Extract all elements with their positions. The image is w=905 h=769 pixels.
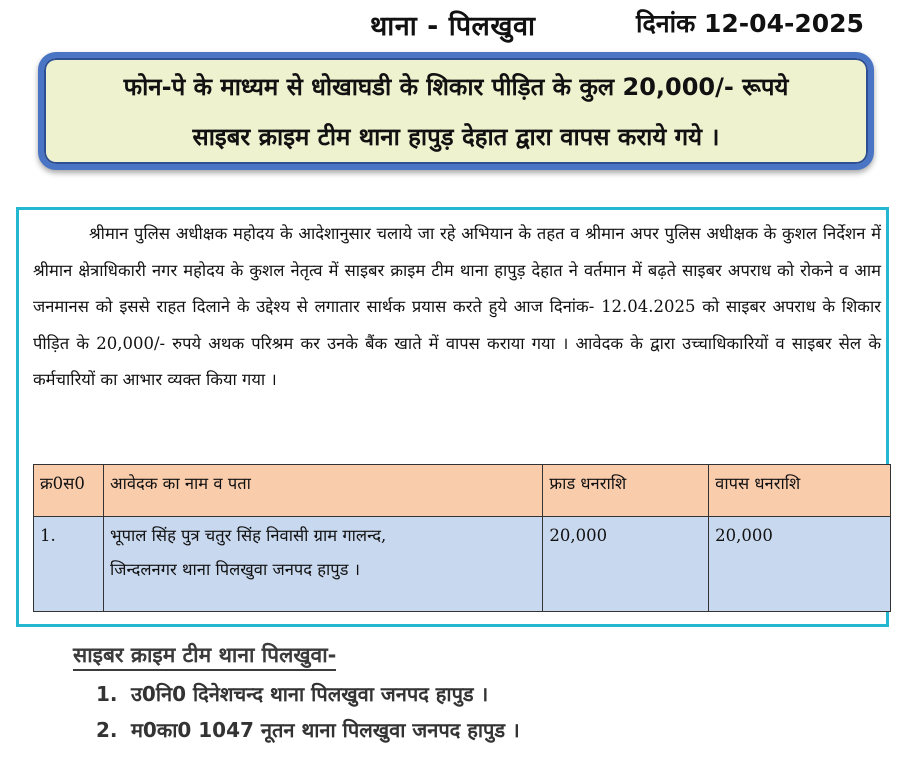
headline-line-2: साइबर क्राइम टीम थाना हापुड़ देहात द्वारा वापस कराये गये । [192,123,720,151]
team-title: साइबर क्राइम टीम थाना पिलखुवा- [73,641,336,671]
headline-line-1: फोन-पे के माध्यम से धोखाघडी के शिकार पीड़ित के कुल 20,000/- रूपये [123,73,789,101]
table-header-row [34,465,891,517]
station-name: थाना - पिलखुवा [370,11,536,42]
col-returned-amount-header: वापस धनराशि [709,465,891,517]
content-box [16,207,889,627]
team-members-list [96,676,520,748]
list-item [96,712,520,748]
member-number: 1. [96,682,118,706]
cell-applicant [103,517,542,612]
applicant-name-line: भूपाल सिंह पुत्र चतुर सिंह निवासी ग्राम गालन्द, [109,526,387,545]
headline-banner [38,52,874,170]
report-date: दिनांक 12-04-2025 [636,9,864,38]
body-paragraph: श्रीमान पुलिस अधीक्षक महोदय के आदेशानुसार चलाये जा रहे अभियान के तहत व श्रीमान अपर पुलिस अधीक्षक के कुशल निर्देशन में श्रीमान क्षेत्राधिकारी नगर महोदय के कुशल नेतृत्व में साइबर क्राइम टीम थाना हापुड़ देहात ने वर्तमान में बढ़ते साइबर अपराध को रोकने व आम जनमानस को इससे राहत दिलाने के उद्देश्य से लगातार सार्थक प्रयास करते हुये आज दिनांक- 12.04.2025 को साइबर अपराध के शिकार पीड़ित के 20,000/- रुपये अथक परिश्रम कर उनके बैंक खाते में वापस कराया गया । आवेदक के द्वारा उच्चाधिकारियों व साइबर सेल के कर्मचारियों का आभार व्यक्त किया गया । [33,224,881,389]
list-item [96,676,520,712]
page-header [0,6,905,42]
cell-returned-amount: 20,000 [709,517,891,612]
member-number: 2. [96,718,118,742]
member-name: उ0नि0 दिनेशचन्द थाना पिलखुवा जनपद हापुड । [130,682,489,706]
col-fraud-amount-header: फ्राड धनराशि [543,465,709,517]
cell-fraud-amount: 20,000 [543,517,709,612]
table-row [34,517,891,612]
member-name: म0का0 1047 नूतन थाना पिलखुवा जनपद हापुड । [130,718,520,742]
cell-serial: 1. [34,517,104,612]
applicant-address-line: जिन्दलनगर थाना पिलखुवा जनपद हापुड । [109,560,360,579]
col-applicant-header: आवेदक का नाम व पता [103,465,542,517]
details-table [33,464,891,612]
col-serial-header: क्र0स0 [34,465,104,517]
